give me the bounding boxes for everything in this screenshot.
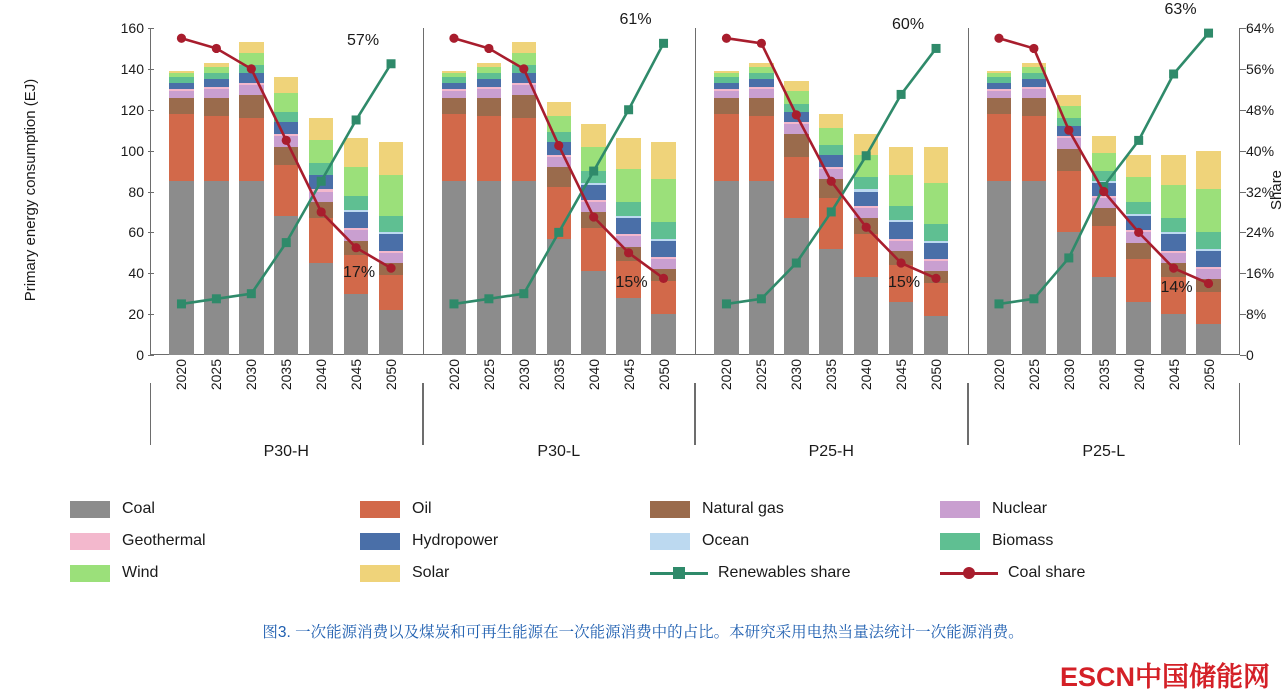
legend-item (940, 500, 1230, 518)
legend-label: Coal share (1008, 564, 1086, 581)
x-tick-label: 2035 (823, 359, 840, 391)
coal-share-marker (212, 44, 221, 53)
coal-share-marker (247, 64, 256, 73)
watermark-escn: ESCN (1059, 662, 1135, 692)
legend-swatch-icon (360, 533, 400, 550)
legend-swatch-icon (70, 533, 110, 550)
renewables-share-annotation: 63% (1164, 1, 1197, 19)
renewables-share-marker (247, 289, 256, 298)
group-label: P30-H (263, 443, 309, 460)
renewables-share-marker (177, 299, 186, 308)
legend-item (70, 532, 360, 550)
coal-share-line (181, 38, 391, 268)
y-axis-label-right: Share (1268, 169, 1285, 210)
x-tick-label: 2040 (858, 359, 875, 391)
renewables-share-marker (862, 151, 871, 160)
coal-share-marker (177, 34, 186, 43)
legend-row (70, 532, 1230, 550)
x-tick-label: 2045 (620, 359, 637, 391)
y-tick-left: 140 (104, 61, 144, 77)
y-tick-right: 32% (1246, 184, 1286, 200)
legend-item (360, 532, 650, 550)
legend-item (650, 500, 940, 518)
legend-label: Nuclear (992, 500, 1048, 517)
legend-swatch-icon (650, 501, 690, 518)
x-tick-label: 2050 (655, 359, 672, 391)
y-tick-right: 40% (1246, 143, 1286, 159)
legend-item (650, 532, 940, 550)
x-tick-label: 2020 (718, 359, 735, 391)
y-tick-left: 60 (104, 224, 144, 240)
coal-share-marker (757, 39, 766, 48)
legend-swatch-icon (360, 565, 400, 582)
x-tick-label: 2045 (893, 359, 910, 391)
y-axis-label-left: Primary energy consumption (EJ) (22, 78, 39, 302)
coal-share-marker (589, 212, 598, 221)
coal-share-marker (862, 223, 871, 232)
legend-swatch-icon (940, 501, 980, 518)
renewables-share-marker (387, 59, 396, 68)
figure-caption: 图3. 一次能源消费以及煤炭和可再生能源在一次能源消费中的占比。本研究采用电热当量法统计一次能源消费。 (262, 624, 1024, 641)
group-label: P25-L (1082, 443, 1126, 460)
x-tick-label: 2025 (208, 359, 225, 391)
x-tick-label: 2020 (990, 359, 1007, 391)
y-tick-right: 0 (1246, 347, 1286, 363)
renewables-share-annotation: 60% (892, 16, 925, 34)
legend-label: Ocean (702, 532, 750, 549)
coal-share-marker (449, 34, 458, 43)
renewables-share-marker (827, 207, 836, 216)
coal-share-marker (722, 34, 731, 43)
y-tick-left: 80 (104, 184, 144, 200)
renewables-share-annotation: 57% (347, 31, 380, 49)
coal-share-marker (1169, 264, 1178, 273)
coal-share-marker (827, 177, 836, 186)
coal-share-marker (994, 34, 1003, 43)
legend-item (360, 564, 650, 582)
renewables-share-marker (484, 294, 493, 303)
coal-share-marker (519, 64, 528, 73)
y-tick-left: 120 (104, 102, 144, 118)
x-tick-label: 2035 (278, 359, 295, 391)
group-axis (695, 383, 968, 445)
coal-share-marker (317, 207, 326, 216)
coal-share-marker (792, 110, 801, 119)
renewables-share-marker (212, 294, 221, 303)
x-tick-label: 2025 (753, 359, 770, 391)
legend-line-icon (940, 564, 998, 582)
renewables-share-line (454, 43, 664, 304)
x-tick-label: 2025 (480, 359, 497, 391)
renewables-share-marker (317, 177, 326, 186)
y-tick-right: 16% (1246, 265, 1286, 281)
x-tick-label: 2050 (1200, 359, 1217, 391)
coal-share-annotation: 17% (343, 264, 376, 282)
coal-share-marker (1064, 126, 1073, 135)
coal-share-marker (931, 274, 940, 283)
y-tick-right: 24% (1246, 224, 1286, 240)
renewables-share-marker (994, 299, 1003, 308)
legend-label: Biomass (992, 532, 1054, 549)
legend-item (70, 500, 360, 518)
legend-item (70, 564, 360, 582)
renewables-share-annotation: 61% (619, 11, 652, 29)
renewables-share-marker (624, 105, 633, 114)
x-tick-label: 2045 (1165, 359, 1182, 391)
y-tick-left: 0 (104, 347, 144, 363)
legend-label: Hydropower (412, 532, 499, 549)
renewables-share-marker (589, 167, 598, 176)
legend-label: Solar (412, 564, 450, 581)
plot-area (120, 1, 1275, 460)
x-tick-label: 2040 (585, 359, 602, 391)
x-tick-label: 2040 (313, 359, 330, 391)
x-tick-label: 2030 (515, 359, 532, 391)
renewables-share-marker (449, 299, 458, 308)
legend-label: Coal (122, 500, 155, 517)
coal-share-marker (554, 141, 563, 150)
renewables-share-marker (1029, 294, 1038, 303)
group-separator (968, 28, 969, 355)
y-tick-left: 100 (104, 143, 144, 159)
coal-share-annotation: 15% (888, 274, 921, 292)
x-tick-label: 2045 (348, 359, 365, 391)
coal-share-marker (386, 264, 395, 273)
coal-share-marker (484, 44, 493, 53)
y-tick-right: 48% (1246, 102, 1286, 118)
coal-share-marker (1029, 44, 1038, 53)
legend-item (940, 564, 1230, 582)
coal-share-line (454, 38, 664, 278)
renewables-share-marker (722, 299, 731, 308)
renewables-share-marker (1064, 253, 1073, 262)
watermark (1060, 655, 1270, 694)
legend-label: Natural gas (702, 500, 784, 517)
renewables-share-marker (1134, 136, 1143, 145)
x-tick-label: 2035 (550, 359, 567, 391)
group-axis (968, 383, 1241, 445)
renewables-share-marker (897, 90, 906, 99)
x-tick-label: 2030 (1060, 359, 1077, 391)
coal-share-annotation: 14% (1160, 279, 1193, 297)
legend-swatch-icon (70, 501, 110, 518)
x-tick-label: 2040 (1130, 359, 1147, 391)
group-separator (423, 28, 424, 355)
coal-share-marker (1204, 279, 1213, 288)
coal-share-annotation: 15% (615, 274, 648, 292)
legend-item (360, 500, 650, 518)
legend-row (70, 500, 1230, 518)
x-tick-label: 2050 (383, 359, 400, 391)
legend-swatch-icon (70, 565, 110, 582)
renewables-share-marker (659, 39, 668, 48)
renewables-share-marker (282, 238, 291, 247)
x-tick-label: 2020 (173, 359, 190, 391)
legend-label: Wind (122, 564, 159, 581)
x-tick-label: 2025 (1025, 359, 1042, 391)
renewables-share-marker (554, 228, 563, 237)
group-axis (423, 383, 696, 445)
renewables-share-marker (792, 259, 801, 268)
x-tick-label: 2020 (445, 359, 462, 391)
coal-share-marker (897, 258, 906, 267)
x-tick-label: 2035 (1095, 359, 1112, 391)
x-tick-label: 2030 (243, 359, 260, 391)
coal-share-line (726, 38, 936, 278)
legend-label: Oil (412, 500, 432, 517)
legend-label: Geothermal (122, 532, 206, 549)
legend-swatch-icon (360, 501, 400, 518)
legend (70, 500, 1230, 596)
group-label: P30-L (537, 443, 581, 460)
legend-item (650, 564, 940, 582)
group-axis (150, 383, 423, 445)
coal-share-marker (624, 248, 633, 257)
legend-swatch-icon (650, 533, 690, 550)
renewables-share-marker (757, 294, 766, 303)
y-tick-left: 40 (104, 265, 144, 281)
coal-share-marker (1099, 187, 1108, 196)
legend-line-icon (650, 564, 708, 582)
coal-share-marker (282, 136, 291, 145)
x-tick-label: 2050 (928, 359, 945, 391)
renewables-share-marker (1169, 69, 1178, 78)
legend-swatch-icon (940, 533, 980, 550)
renewables-share-marker (519, 289, 528, 298)
group-separator (695, 28, 696, 355)
legend-label: Renewables share (718, 564, 851, 581)
group-label: P25-H (808, 443, 854, 460)
coal-share-marker (1134, 228, 1143, 237)
x-tick-label: 2030 (788, 359, 805, 391)
coal-share-marker (352, 243, 361, 252)
watermark-cn: 中国储能网 (1135, 662, 1270, 692)
legend-row (70, 564, 1230, 582)
y-tick-left: 160 (104, 20, 144, 36)
y-tick-right: 8% (1246, 306, 1286, 322)
legend-item (940, 532, 1230, 550)
y-tick-right: 56% (1246, 61, 1286, 77)
y-tick-left: 20 (104, 306, 144, 322)
renewables-share-marker (352, 115, 361, 124)
renewables-share-marker (1204, 29, 1213, 38)
y-tick-right: 64% (1246, 20, 1286, 36)
renewables-share-marker (932, 44, 941, 53)
coal-share-marker (659, 274, 668, 283)
